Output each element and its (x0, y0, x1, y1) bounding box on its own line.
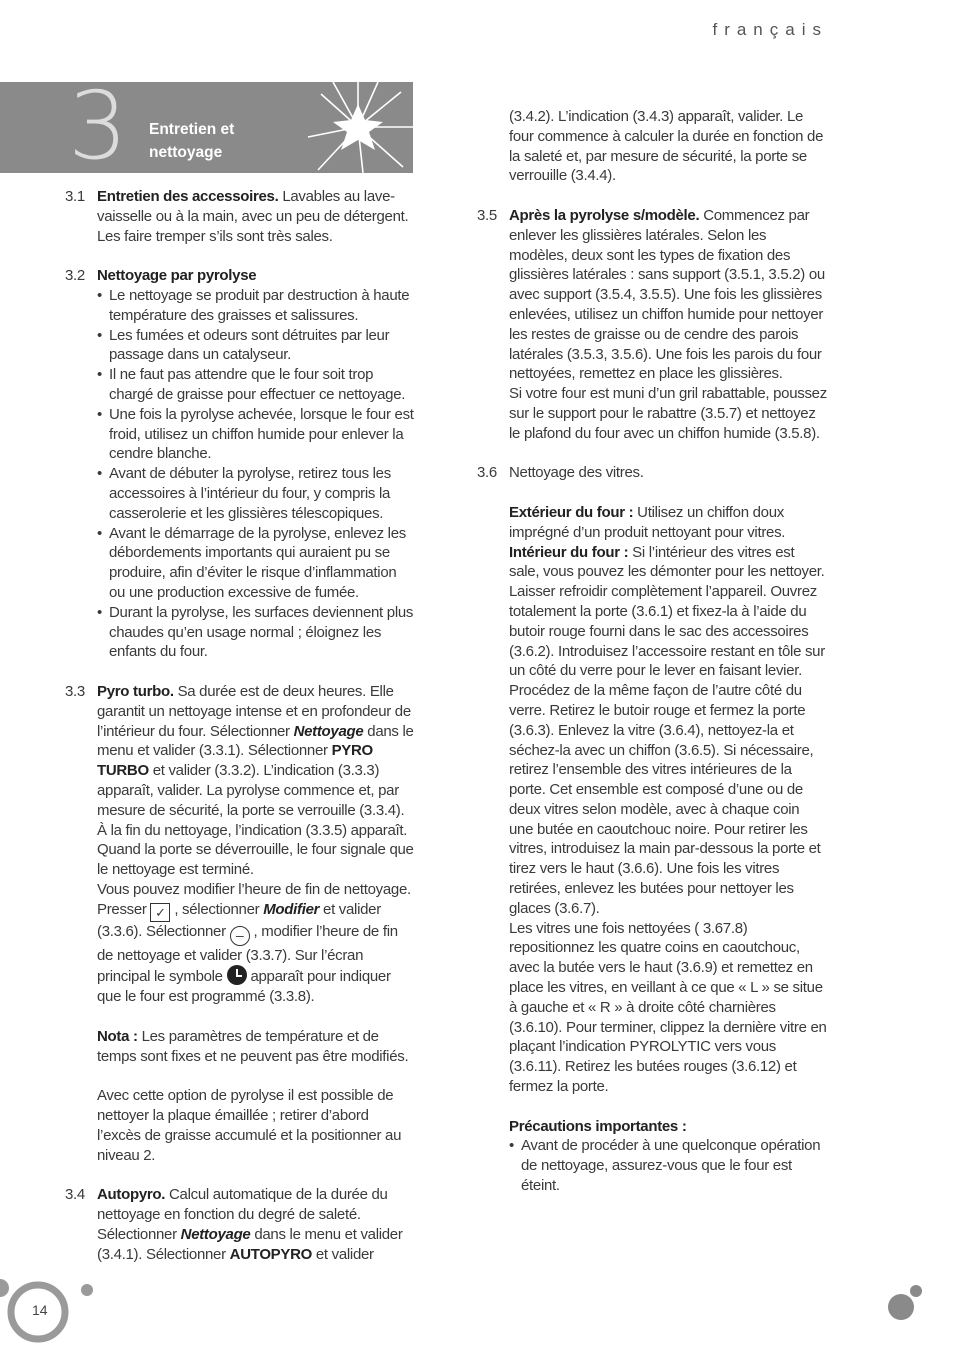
section-number: 3.6 (477, 464, 497, 482)
section-3-2 (65, 266, 415, 662)
section-heading: Autopyro. (97, 1186, 166, 1204)
list-item: • Les fumées et odeurs sont détruites par leur passage dans un catalyseur. (97, 326, 415, 366)
chapter-number: 3 (68, 82, 128, 173)
sparkle-icon (303, 82, 413, 173)
note-text: Les paramètres de température et de temps sont fixes et ne peuvent pas être modifiés. (97, 1027, 409, 1065)
chapter-title: Entretien et nettoyage (149, 121, 235, 161)
page-corner-decoration (0, 1274, 100, 1354)
section-text: apparaît pour indiquer que le four est programmé (3.3.8). (97, 968, 391, 1006)
section-number: 3.3 (65, 682, 85, 700)
section-3-1 (65, 187, 415, 246)
section-heading: Nettoyage des vitres. (509, 464, 644, 482)
subheading: Précautions importantes : (509, 1117, 687, 1135)
note-heading: Nota : (97, 1027, 138, 1045)
section-3-4-continued (477, 107, 827, 186)
section-number: 3.1 (65, 188, 85, 205)
menu-term: Modifier (263, 900, 320, 918)
section-text: et valider (3.3.6). Sélectionner (97, 900, 381, 940)
menu-term: Nettoyage (180, 1225, 251, 1243)
section-text: Utilisez un chiffon doux imprégné d’un produit nettoyant pour vitres. (509, 503, 786, 541)
list-item: • Avant le démarrage de la pyrolyse, enlevez les débordements importants qui auraient pu se produire, afin d’éviter le risque d’inflammation ou une production excessive de fumée. (97, 524, 415, 603)
list-item: • Il ne faut pas attendre que le four soit trop chargé de graisse pour effectuer ce nettoyage. (97, 365, 415, 405)
section-3-6 (477, 463, 827, 1195)
clock-icon (227, 965, 247, 985)
section-text: (3.4.2). L’indication (3.4.3) apparaît, valider. Le four commence à calculer la durée en fonction de la saleté et, par mesure de sécurité, la porte se verrouille (3.4.4). (509, 108, 824, 185)
section-text: dans le menu et valider (3.3.1). Sélectionner (97, 722, 414, 760)
section-text: et valider (3.3.2). L’indication (3.3.3) apparaît, valider. La pyrolyse commence et, par mesure de sécurité, la porte se verrouille (3.3.4). À la fin du nettoyage, l’indication (3.3.5) apparaît. Quand la porte se déverrouille, le four signale que le nettoyage est terminé. (97, 762, 414, 879)
list-item: • Le nettoyage se produit par destruction à haute température des graisses et salissures. (97, 286, 415, 326)
section-number: 3.4 (65, 1186, 85, 1204)
section-text: Les vitres une fois nettoyées ( 3.67.8) repositionnez les quatre coins en caoutchouc, avec la butée vers le haut (3.6.9) et remettez en place les vitres, en veillant à ce que « L » se situe à gauche et « R » à droite côté charnières (3.6.10). Pour terminer, clippez la dernière vitre en plaçant l’indication PYROLYTIC vers vous (3.6.11). Retirez les butées rouges (3.6.12) et fermez la porte. (509, 919, 827, 1096)
menu-term: Nettoyage (293, 722, 364, 740)
section-heading: Nettoyage par pyrolyse (97, 267, 257, 285)
section-text: Sa durée est de deux heures. Elle garantit un nettoyage intense et en profondeur de l’intérieur du four. Sélectionner (97, 682, 411, 740)
section-text: Vous pouvez modifier l’heure de fin de nettoyage. Presser (97, 880, 411, 918)
section-text: et valider (312, 1245, 374, 1263)
section-heading: Pyro turbo. (97, 682, 174, 700)
language-label: français (712, 20, 828, 39)
chapter-banner (0, 82, 413, 173)
section-text: dans le menu et valider (3.4.1). Sélectionner (97, 1225, 403, 1263)
section-text: , modifier l’heure de fin de nettoyage et valider (3.3.7). Sur l’écran principal le symbole (97, 922, 398, 986)
menu-term: AUTOPYRO (229, 1245, 312, 1263)
list-item: • Durant la pyrolyse, les surfaces deviennent plus chaudes qu’en usage normal ; éloignez les enfants du four. (97, 603, 415, 662)
left-column (65, 187, 415, 1264)
subheading: Extérieur du four : (509, 503, 634, 521)
section-3-4 (65, 1185, 415, 1264)
section-text: Laisser refroidir complètement l’appareil. Ouvrez totalement la porte (3.6.1) et fixez-la à l’aide du butoir rouge fourni dans le sac des accessoires (3.6.2). Introduisez l’accessoire restant en tôle sur un côté du verre pour le lever en faisant levier. Procédez de la même façon de l’autre côté du verre. Retirez le butoir rouge et fermez la porte (3.6.3). Enlevez la vitre (3.6.4), nettoyez-la et séchez-la avec un chiffon (3.6.5). Si nécessaire, retirez l’ensemble des vitres intérieures de la porte. Cet ensemble est composé d’une ou de deux vitres selon modèle, avec à chaque coin une butée en caoutchouc noire. Pour retirer les vitres, introduisez la main par-dessous la porte et tirez vers le haut (3.6.6). Une fois les vitres retirées, enlevez les butées pour nettoyer les glaces (3.6.7). (509, 583, 825, 917)
section-heading: Après la pyrolyse s/modèle. (509, 206, 700, 224)
corner-dots-decoration (883, 1282, 933, 1332)
section-text: Calcul automatique de la durée du nettoyage en fonction du degré de saleté. Sélectionner (97, 1186, 388, 1243)
minus-icon: – (230, 926, 250, 946)
section-text: Commencez par enlever les glissières latérales. Selon les modèles, deux sont les types de fixation des glissières latérales : sans support (3.5.1, 3.5.2) ou avec support (3.5.4, 3.5.5). Une fois les glissières enlevées, utilisez un chiffon humide pour nettoyer les restes de graisse ou de cendre des parois latérales (3.5.3, 3.5.6). Une fois les parois du four nettoyées, remettez en place les glissières. (509, 206, 825, 383)
list-item: • Avant de débuter la pyrolyse, retirez tous les accessoires à l’intérieur du four, y compris la casserolerie et les glissières télescopiques. (97, 464, 415, 523)
section-text: , sélectionner (170, 900, 264, 918)
subheading: Intérieur du four : (509, 543, 629, 561)
section-number: 3.5 (477, 206, 497, 224)
section-heading: Entretien des accessoires. (97, 188, 279, 205)
section-text: Si l’intérieur des vitres est sale, vous pouvez les démonter pour les nettoyer. (509, 543, 825, 581)
section-number: 3.2 (65, 267, 85, 285)
list-item: • Une fois la pyrolyse achevée, lorsque le four est froid, utilisez un chiffon humide pour enlever la cendre blanche. (97, 405, 415, 464)
section-text: Si votre four est muni d’un gril rabattable, poussez sur le support pour le rabattre (3.5.7) et nettoyez le plafond du four avec un chiffon humide (3.5.8). (509, 385, 827, 442)
check-icon: ✓ (150, 903, 170, 922)
page-number: 14 (32, 1302, 48, 1318)
right-column (477, 107, 827, 1196)
list-item: • Avant de procéder à une quelconque opération de nettoyage, assurez-vous que le four est éteint. (509, 1136, 827, 1195)
section-text: Avec cette option de pyrolyse il est possible de nettoyer la plaque émaillée ; retirer d’abord l’excès de graisse accumulé et la positionner au niveau 2. (97, 1087, 402, 1164)
section-text: Lavables au lave-vaisselle ou à la main, avec un peu de détergent. Les faire tremper s’ils sont très sales. (97, 188, 409, 245)
menu-term: PYRO TURBO (97, 742, 373, 780)
section-3-5 (477, 206, 827, 444)
section-3-3 (65, 682, 415, 1166)
